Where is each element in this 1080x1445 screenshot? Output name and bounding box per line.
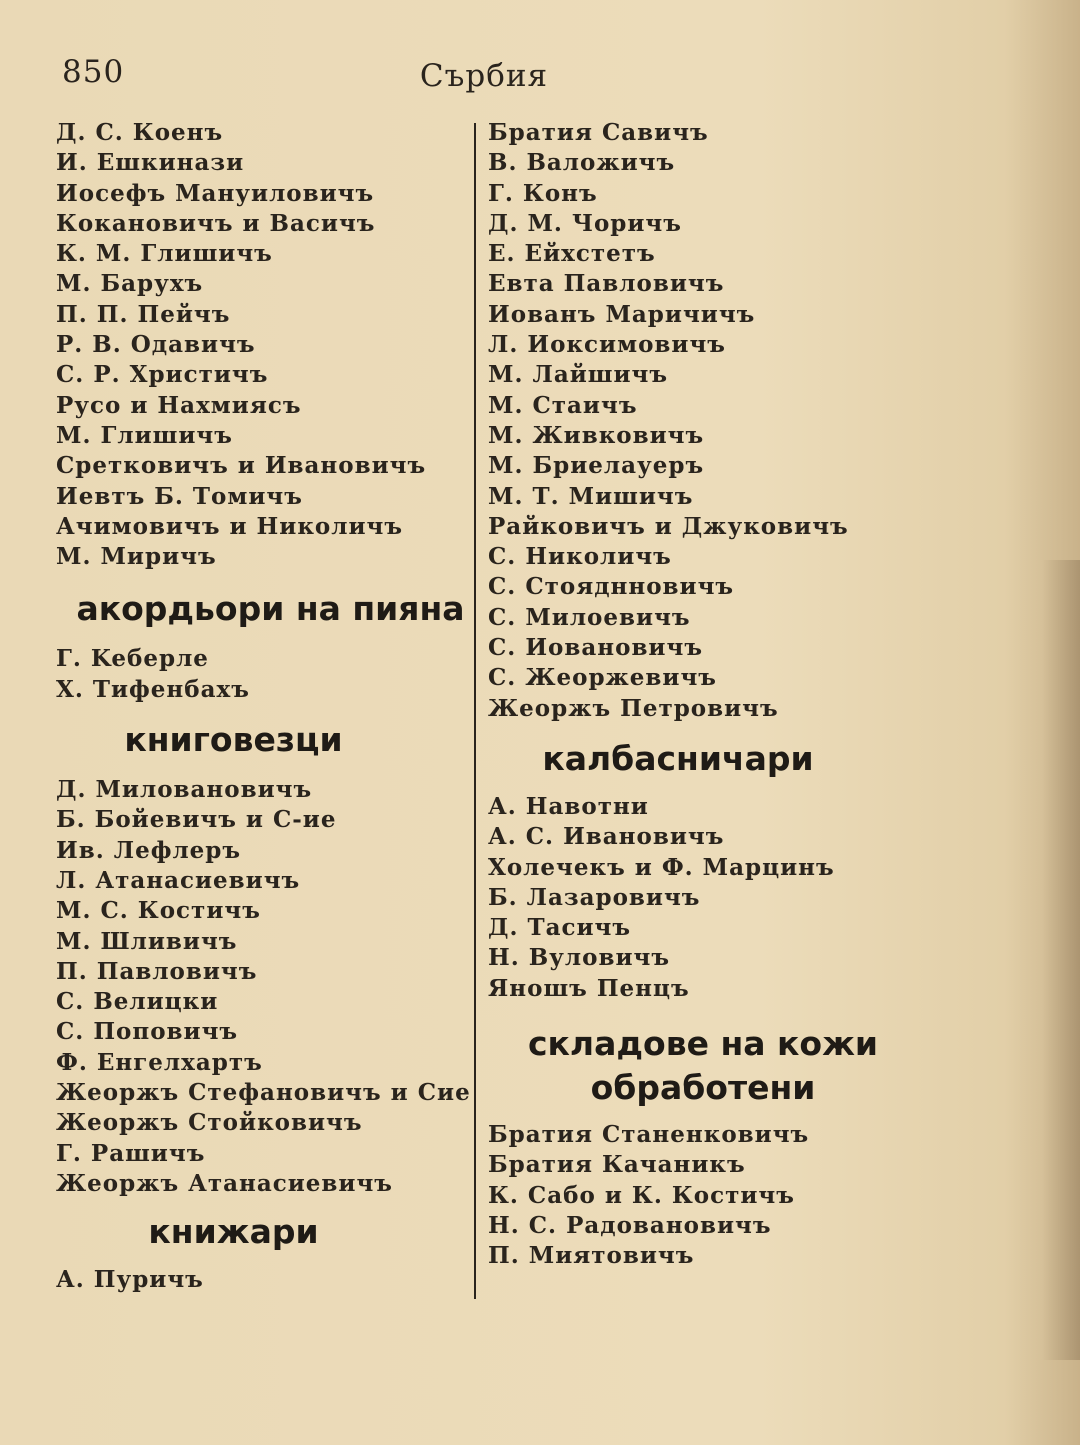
list-item: М. Лайшичъ: [488, 361, 669, 389]
column-divider: [474, 123, 476, 1299]
section-heading-booksellers: книжари: [148, 1212, 319, 1252]
list-item: М. Т. Мишичъ: [488, 482, 694, 510]
list-item: М. Стаичъ: [488, 391, 638, 419]
list-item: Евта Павловичъ: [488, 270, 725, 298]
list-item: Л. Иоксимовичъ: [488, 331, 726, 359]
list-item: Кокановичъ и Васичъ: [56, 209, 376, 237]
list-item: М. С. Костичъ: [56, 897, 261, 925]
list-item: Д. М. Чоричъ: [488, 209, 682, 237]
list-item: П. П. Пейчъ: [56, 300, 231, 328]
page-edge-shadow: [1042, 560, 1080, 1360]
list-item: С. Иовановичъ: [488, 634, 703, 662]
list-item: Жеоржъ Стойковичъ: [56, 1109, 363, 1137]
running-title: Сърбия: [419, 58, 549, 94]
list-item: С. Николичъ: [488, 543, 672, 571]
list-item: С. Стояднновичъ: [488, 573, 735, 601]
heading-line: складове на кожи: [527, 1024, 879, 1064]
list-item: Ф. Енгелхартъ: [56, 1048, 263, 1076]
list-item: Ив. Лефлеръ: [56, 836, 242, 864]
right-column: [488, 118, 908, 1272]
list-item: Л. Атанасиевичъ: [56, 866, 301, 894]
list-item: М. Барухъ: [56, 270, 204, 298]
list-item: Братия Станенковичъ: [488, 1121, 810, 1149]
list-item: Б. Бойевичъ и С-ие: [56, 806, 337, 834]
list-item: М. Живковичъ: [488, 421, 705, 449]
list-item: А. С. Ивановичъ: [488, 823, 725, 851]
list-item: Иевтъ Б. Томичъ: [56, 482, 303, 510]
list-item: Яношъ Пенцъ: [488, 974, 690, 1002]
right-entries-top: [488, 118, 908, 724]
list-item: Иосефъ Мануиловичъ: [56, 179, 375, 207]
list-item: П. Павловичъ: [56, 957, 258, 985]
list-item: Холечекъ и Ф. Марцинъ: [488, 853, 835, 881]
section-heading-sausage-makers: калбасничари: [542, 738, 814, 778]
list-item: Иованъ Маричичъ: [488, 300, 756, 328]
list-item: Братия Качаникъ: [488, 1151, 746, 1179]
list-item: Д. Миловановичъ: [56, 776, 313, 804]
list-item: С. Жеоржевичъ: [488, 664, 717, 692]
list-item: В. Валожичъ: [488, 149, 676, 177]
list-item: Д. С. Коенъ: [56, 119, 224, 146]
page-number: 850: [62, 54, 125, 90]
list-item: И. Ешкинази: [56, 149, 245, 177]
section-heading-leather-warehouses: [498, 1022, 908, 1110]
list-item: А. Навотни: [488, 792, 649, 820]
list-item: М. Глишичъ: [56, 421, 233, 449]
heading-line: обработени: [590, 1068, 816, 1108]
list-item: С. Милоевичъ: [488, 603, 691, 631]
list-item: Д. Тасичъ: [488, 914, 632, 942]
list-item: Г. Конъ: [488, 179, 598, 207]
list-item: Б. Лазаровичъ: [488, 883, 701, 911]
list-item: Русо и Нахмиясъ: [56, 391, 302, 419]
list-item: С. Р. Христичъ: [56, 361, 269, 389]
list-item: Г. Рашичъ: [56, 1139, 206, 1167]
list-item: Братия Савичъ: [488, 119, 709, 146]
list-item: Жеоржъ Атанасиевичъ: [56, 1169, 393, 1197]
list-item: М. Миричъ: [56, 543, 217, 571]
list-item: Р. В. Одавичъ: [56, 331, 256, 359]
list-item: Н. Вуловичъ: [488, 944, 670, 972]
list-item: М. Бриелауеръ: [488, 452, 705, 480]
left-column: [56, 118, 471, 1296]
list-item: С. Велицки: [56, 988, 219, 1016]
list-item: К. Сабо и К. Костичъ: [488, 1181, 795, 1209]
list-item: А. Пуричъ: [56, 1266, 204, 1294]
list-item: Е. Ейхстетъ: [488, 240, 656, 268]
list-item: Сретковичъ и Ивановичъ: [56, 452, 427, 480]
list-item: М. Шливичъ: [56, 927, 238, 955]
list-item: Ачимовичъ и Николичъ: [56, 512, 404, 540]
list-item: Г. Keберле: [56, 645, 209, 673]
section-heading-bookbinders: книговезци: [124, 720, 343, 760]
left-entries-top: [56, 118, 471, 572]
list-item: К. М. Глишичъ: [56, 240, 273, 268]
list-item: Жеоржъ Стефановичъ и Сие: [56, 1079, 471, 1107]
list-item: Н. С. Радовановичъ: [488, 1211, 772, 1239]
section-heading-piano-tuners: акордьори на пияна: [76, 589, 465, 629]
list-item: П. Миятовичъ: [488, 1242, 695, 1270]
list-item: Жеоржъ Петровичъ: [488, 694, 779, 722]
list-item: Райковичъ и Джуковичъ: [488, 512, 849, 540]
list-item: С. Поповичъ: [56, 1018, 239, 1046]
list-item: Х. Тифенбахъ: [56, 675, 250, 703]
